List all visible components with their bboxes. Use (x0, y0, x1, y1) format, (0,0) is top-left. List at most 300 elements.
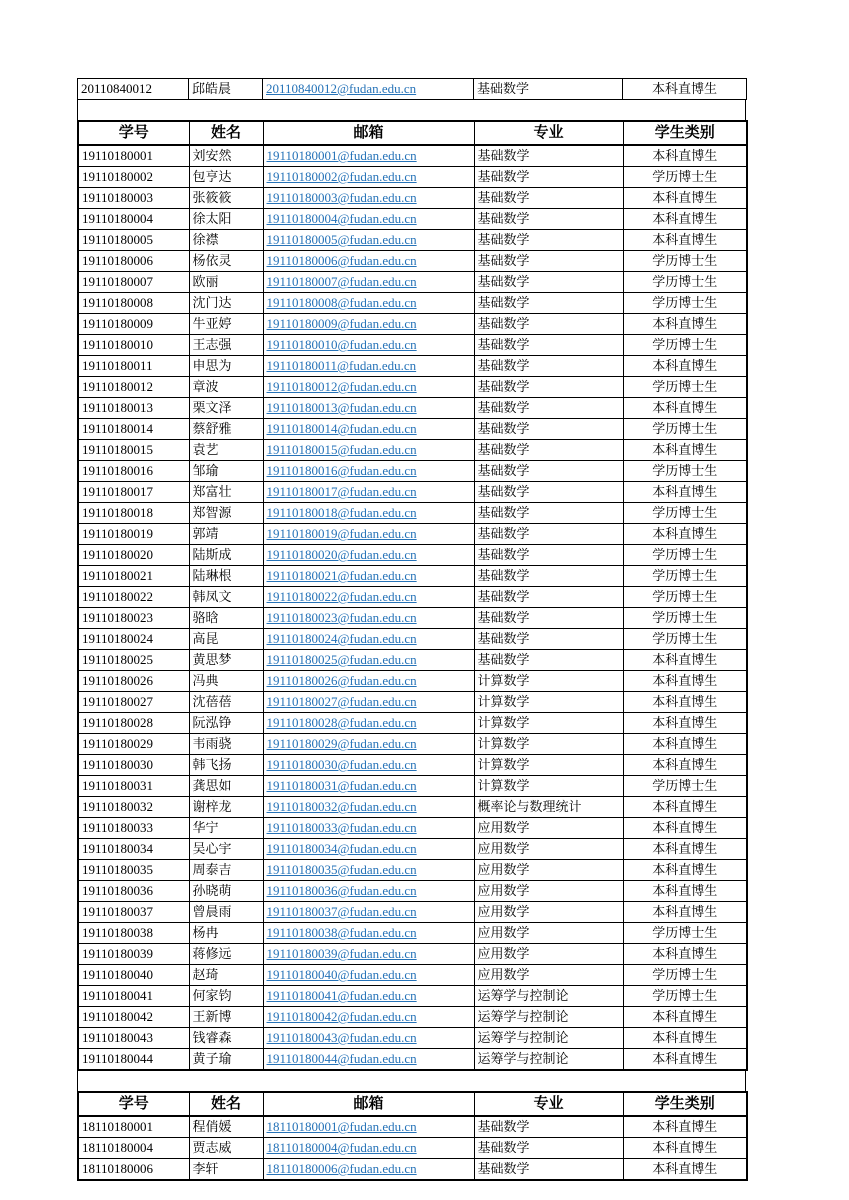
email-link[interactable]: 19110180012@fudan.edu.cn (266, 379, 417, 394)
category-cell: 学历博士生 (623, 629, 747, 650)
email-link[interactable]: 19110180027@fudan.edu.cn (266, 694, 417, 709)
table-row (78, 356, 747, 377)
major-cell: 应用数学 (474, 839, 623, 860)
major-cell: 基础数学 (474, 440, 623, 461)
table-row (78, 524, 747, 545)
email-cell (263, 251, 474, 272)
category-cell: 本科直博生 (623, 79, 747, 100)
category-cell: 学历博士生 (623, 566, 747, 587)
category-cell: 本科直博生 (623, 188, 747, 209)
email-cell (263, 776, 474, 797)
email-link[interactable]: 19110180009@fudan.edu.cn (266, 316, 417, 331)
student-id-cell: 19110180034 (78, 839, 189, 860)
student-id-cell: 18110180006 (78, 1159, 189, 1181)
student-id-cell: 19110180041 (78, 986, 189, 1007)
student-id-cell: 19110180023 (78, 608, 189, 629)
email-link[interactable]: 19110180031@fudan.edu.cn (266, 778, 417, 793)
student-name-cell: 杨依灵 (189, 251, 263, 272)
major-cell: 基础数学 (474, 1159, 623, 1181)
student-name-cell: 何家钧 (189, 986, 263, 1007)
student-id-cell: 19110180042 (78, 1007, 189, 1028)
major-cell: 基础数学 (474, 314, 623, 335)
major-cell: 基础数学 (474, 145, 623, 167)
email-cell (263, 1007, 474, 1028)
major-cell: 基础数学 (474, 188, 623, 209)
category-cell: 学历博士生 (623, 167, 747, 188)
email-link[interactable]: 19110180029@fudan.edu.cn (266, 736, 417, 751)
email-cell (263, 188, 474, 209)
email-link[interactable]: 18110180006@fudan.edu.cn (266, 1161, 417, 1176)
email-cell (263, 272, 474, 293)
student-name-cell: 申思为 (189, 356, 263, 377)
student-id-cell: 19110180027 (78, 692, 189, 713)
student-table-2019-body (78, 145, 747, 1070)
student-id-cell: 19110180025 (78, 650, 189, 671)
student-id-cell: 20110840012 (78, 79, 189, 100)
table-row (78, 209, 747, 230)
email-link[interactable]: 19110180042@fudan.edu.cn (266, 1009, 417, 1024)
student-name-cell: 包亨达 (189, 167, 263, 188)
email-link[interactable]: 19110180021@fudan.edu.cn (266, 568, 417, 583)
email-cell (263, 440, 474, 461)
table-row (78, 482, 747, 503)
major-cell: 应用数学 (474, 860, 623, 881)
blank-row-spacer-1 (77, 100, 746, 120)
student-name-cell: 孙晓萌 (189, 881, 263, 902)
email-link[interactable]: 19110180039@fudan.edu.cn (266, 946, 417, 961)
email-link[interactable]: 19110180026@fudan.edu.cn (266, 673, 417, 688)
student-id-cell: 19110180043 (78, 1028, 189, 1049)
header-row (78, 121, 747, 145)
email-link[interactable]: 19110180005@fudan.edu.cn (266, 232, 417, 247)
email-cell (263, 587, 474, 608)
email-cell (263, 944, 474, 965)
table-row (78, 944, 747, 965)
email-cell (263, 713, 474, 734)
student-id-cell: 18110180004 (78, 1138, 189, 1159)
email-cell (263, 1159, 474, 1181)
student-name-cell: 刘安然 (189, 145, 263, 167)
student-name-cell: 袁艺 (189, 440, 263, 461)
student-id-cell: 19110180001 (78, 145, 189, 167)
email-cell (263, 734, 474, 755)
category-cell: 学历博士生 (623, 986, 747, 1007)
email-cell (263, 230, 474, 251)
email-link[interactable]: 19110180017@fudan.edu.cn (266, 484, 417, 499)
email-link[interactable]: 19110180020@fudan.edu.cn (266, 547, 417, 562)
email-cell (263, 881, 474, 902)
email-link[interactable]: 18110180001@fudan.edu.cn (266, 1119, 417, 1134)
email-link[interactable]: 19110180035@fudan.edu.cn (266, 862, 417, 877)
category-cell: 本科直博生 (623, 839, 747, 860)
email-link[interactable]: 19110180022@fudan.edu.cn (266, 589, 417, 604)
table-row (78, 419, 747, 440)
major-cell: 应用数学 (474, 818, 623, 839)
major-cell: 基础数学 (474, 503, 623, 524)
student-id-cell: 19110180012 (78, 377, 189, 398)
email-cell (263, 419, 474, 440)
column-header-student-name: 姓名 (189, 1092, 263, 1116)
email-link[interactable]: 19110180007@fudan.edu.cn (266, 274, 417, 289)
category-cell: 学历博士生 (623, 419, 747, 440)
email-cell (263, 692, 474, 713)
table-row (78, 776, 747, 797)
email-link[interactable]: 19110180044@fudan.edu.cn (266, 1051, 417, 1066)
category-cell: 本科直博生 (623, 1028, 747, 1049)
category-cell: 学历博士生 (623, 923, 747, 944)
student-name-cell: 王新博 (189, 1007, 263, 1028)
email-cell (263, 629, 474, 650)
column-header-student-id: 学号 (78, 121, 189, 145)
email-cell (263, 482, 474, 503)
email-cell (263, 1028, 474, 1049)
email-cell (263, 398, 474, 419)
category-cell: 本科直博生 (623, 650, 747, 671)
student-id-cell: 19110180030 (78, 755, 189, 776)
student-name-cell: 谢梓龙 (189, 797, 263, 818)
email-link[interactable]: 19110180008@fudan.edu.cn (266, 295, 417, 310)
student-id-cell: 19110180033 (78, 818, 189, 839)
email-link[interactable]: 18110180004@fudan.edu.cn (266, 1140, 417, 1155)
table-row (78, 587, 747, 608)
student-id-cell: 19110180015 (78, 440, 189, 461)
category-cell: 学历博士生 (623, 377, 747, 398)
email-link[interactable]: 19110180014@fudan.edu.cn (266, 421, 417, 436)
major-cell: 基础数学 (474, 293, 623, 314)
category-cell: 本科直博生 (623, 524, 747, 545)
email-link[interactable]: 19110180015@fudan.edu.cn (266, 442, 417, 457)
student-name-cell: 吴心宇 (189, 839, 263, 860)
student-id-cell: 19110180007 (78, 272, 189, 293)
student-name-cell: 韩凤文 (189, 587, 263, 608)
category-cell: 本科直博生 (623, 1049, 747, 1071)
major-cell: 基础数学 (474, 377, 623, 398)
student-name-cell: 徐襟 (189, 230, 263, 251)
student-name-cell: 黄子瑜 (189, 1049, 263, 1071)
category-cell: 本科直博生 (623, 860, 747, 881)
table-row (78, 503, 747, 524)
table-row (78, 314, 747, 335)
table-row (78, 797, 747, 818)
category-cell: 学历博士生 (623, 461, 747, 482)
table-row (78, 251, 747, 272)
email-cell (263, 461, 474, 482)
table-row (78, 188, 747, 209)
table-row (78, 545, 747, 566)
email-cell (263, 860, 474, 881)
email-cell (263, 293, 474, 314)
table-row (78, 881, 747, 902)
email-cell (263, 545, 474, 566)
student-id-cell: 19110180020 (78, 545, 189, 566)
major-cell: 基础数学 (474, 566, 623, 587)
email-cell (263, 671, 474, 692)
major-cell: 运筹学与控制论 (474, 1049, 623, 1071)
major-cell: 基础数学 (474, 524, 623, 545)
major-cell: 基础数学 (474, 482, 623, 503)
student-id-cell: 19110180021 (78, 566, 189, 587)
category-cell: 本科直博生 (623, 1159, 747, 1181)
email-link[interactable]: 19110180018@fudan.edu.cn (266, 505, 417, 520)
student-id-cell: 19110180005 (78, 230, 189, 251)
student-name-cell: 蔡舒雅 (189, 419, 263, 440)
email-link[interactable]: 19110180040@fudan.edu.cn (266, 967, 417, 982)
email-cell (263, 167, 474, 188)
table-row (78, 860, 747, 881)
major-cell: 基础数学 (474, 1116, 623, 1138)
table-row (78, 923, 747, 944)
category-cell: 本科直博生 (623, 692, 747, 713)
column-header-student-name: 姓名 (189, 121, 263, 145)
table-row (78, 230, 747, 251)
column-header-category: 学生类别 (623, 1092, 747, 1116)
major-cell: 基础数学 (474, 629, 623, 650)
email-link[interactable]: 19110180034@fudan.edu.cn (266, 841, 417, 856)
student-name-cell: 沈蓓蓓 (189, 692, 263, 713)
student-name-cell: 栗文泽 (189, 398, 263, 419)
continuation-table (77, 78, 747, 100)
student-name-cell: 蒋修远 (189, 944, 263, 965)
email-link[interactable]: 19110180023@fudan.edu.cn (266, 610, 417, 625)
email-cell (263, 608, 474, 629)
table-row (78, 79, 747, 100)
major-cell: 应用数学 (474, 965, 623, 986)
major-cell: 基础数学 (474, 398, 623, 419)
major-cell: 基础数学 (474, 650, 623, 671)
email-link[interactable]: 19110180030@fudan.edu.cn (266, 757, 417, 772)
major-cell: 计算数学 (474, 776, 623, 797)
category-cell: 本科直博生 (623, 356, 747, 377)
email-cell (263, 503, 474, 524)
student-id-cell: 19110180003 (78, 188, 189, 209)
student-name-cell: 陆琳根 (189, 566, 263, 587)
email-link[interactable]: 19110180025@fudan.edu.cn (266, 652, 417, 667)
major-cell: 计算数学 (474, 755, 623, 776)
major-cell: 基础数学 (474, 167, 623, 188)
major-cell: 基础数学 (474, 419, 623, 440)
student-id-cell: 19110180013 (78, 398, 189, 419)
column-header-email: 邮箱 (263, 121, 474, 145)
student-name-cell: 郑智源 (189, 503, 263, 524)
student-id-cell: 19110180029 (78, 734, 189, 755)
table-row (78, 398, 747, 419)
header-row (78, 1092, 747, 1116)
email-link[interactable]: 19110180013@fudan.edu.cn (266, 400, 417, 415)
student-name-cell: 曾晨雨 (189, 902, 263, 923)
student-id-cell: 19110180036 (78, 881, 189, 902)
table-row (78, 335, 747, 356)
student-id-cell: 19110180024 (78, 629, 189, 650)
category-cell: 本科直博生 (623, 440, 747, 461)
category-cell: 学历博士生 (623, 503, 747, 524)
student-name-cell: 王志强 (189, 335, 263, 356)
email-link[interactable]: 19110180038@fudan.edu.cn (266, 925, 417, 940)
category-cell: 本科直博生 (623, 314, 747, 335)
table-row (78, 818, 747, 839)
table-row (78, 461, 747, 482)
email-cell (263, 566, 474, 587)
email-link[interactable]: 19110180037@fudan.edu.cn (266, 904, 417, 919)
category-cell: 本科直博生 (623, 1007, 747, 1028)
category-cell: 本科直博生 (623, 734, 747, 755)
category-cell: 学历博士生 (623, 776, 747, 797)
email-cell (263, 755, 474, 776)
major-cell: 应用数学 (474, 902, 623, 923)
email-cell (263, 356, 474, 377)
major-cell: 基础数学 (474, 230, 623, 251)
student-id-cell: 19110180022 (78, 587, 189, 608)
major-cell: 基础数学 (474, 335, 623, 356)
major-cell: 运筹学与控制论 (474, 1007, 623, 1028)
table-row (78, 986, 747, 1007)
category-cell: 本科直博生 (623, 1138, 747, 1159)
student-id-cell: 18110180001 (78, 1116, 189, 1138)
email-link[interactable]: 20110840012@fudan.edu.cn (266, 81, 417, 96)
category-cell: 本科直博生 (623, 482, 747, 503)
category-cell: 学历博士生 (623, 272, 747, 293)
major-cell: 应用数学 (474, 944, 623, 965)
student-id-cell: 19110180016 (78, 461, 189, 482)
student-name-cell: 欧丽 (189, 272, 263, 293)
student-id-cell: 19110180010 (78, 335, 189, 356)
student-id-cell: 19110180008 (78, 293, 189, 314)
student-id-cell: 19110180039 (78, 944, 189, 965)
category-cell: 学历博士生 (623, 335, 747, 356)
table-row (78, 1138, 747, 1159)
student-id-cell: 19110180026 (78, 671, 189, 692)
email-link[interactable]: 19110180001@fudan.edu.cn (266, 148, 417, 163)
category-cell: 学历博士生 (623, 965, 747, 986)
student-id-cell: 19110180009 (78, 314, 189, 335)
category-cell: 本科直博生 (623, 398, 747, 419)
student-name-cell: 章波 (189, 377, 263, 398)
category-cell: 本科直博生 (623, 902, 747, 923)
email-link[interactable]: 19110180011@fudan.edu.cn (266, 358, 417, 373)
email-link[interactable]: 19110180041@fudan.edu.cn (266, 988, 417, 1003)
major-cell: 基础数学 (474, 209, 623, 230)
email-cell (263, 524, 474, 545)
major-cell: 基础数学 (474, 608, 623, 629)
email-link[interactable]: 19110180033@fudan.edu.cn (266, 820, 417, 835)
student-name-cell: 周泰吉 (189, 860, 263, 881)
student-name-cell: 程俏媛 (189, 1116, 263, 1138)
major-cell: 应用数学 (474, 881, 623, 902)
category-cell: 本科直博生 (623, 671, 747, 692)
table-row (78, 713, 747, 734)
email-link[interactable]: 19110180016@fudan.edu.cn (266, 463, 417, 478)
student-name-cell: 沈门达 (189, 293, 263, 314)
major-cell: 基础数学 (474, 545, 623, 566)
table-row (78, 377, 747, 398)
student-name-cell: 韦雨骁 (189, 734, 263, 755)
student-name-cell: 黄思梦 (189, 650, 263, 671)
student-name-cell: 邹瑜 (189, 461, 263, 482)
email-cell (263, 1116, 474, 1138)
category-cell: 学历博士生 (623, 251, 747, 272)
column-header-student-id: 学号 (78, 1092, 189, 1116)
major-cell: 基础数学 (474, 356, 623, 377)
student-name-cell: 陆斯成 (189, 545, 263, 566)
table-row (78, 566, 747, 587)
student-table-2019 (77, 120, 748, 1071)
category-cell: 本科直博生 (623, 755, 747, 776)
student-id-cell: 19110180019 (78, 524, 189, 545)
email-link[interactable]: 19110180028@fudan.edu.cn (266, 715, 417, 730)
email-link[interactable]: 19110180004@fudan.edu.cn (266, 211, 417, 226)
table-row (78, 272, 747, 293)
student-id-cell: 19110180002 (78, 167, 189, 188)
email-cell (263, 818, 474, 839)
major-cell: 基础数学 (474, 251, 623, 272)
category-cell: 本科直博生 (623, 209, 747, 230)
category-cell: 本科直博生 (623, 944, 747, 965)
blank-row-spacer-2 (77, 1071, 746, 1091)
email-link[interactable]: 19110180019@fudan.edu.cn (266, 526, 417, 541)
table-row (78, 1049, 747, 1071)
continuation-table-body (78, 79, 747, 100)
student-id-cell: 19110180014 (78, 419, 189, 440)
email-cell (263, 650, 474, 671)
email-link[interactable]: 19110180043@fudan.edu.cn (266, 1030, 417, 1045)
table-row (78, 1116, 747, 1138)
major-cell: 基础数学 (474, 461, 623, 482)
table-row (78, 608, 747, 629)
email-link[interactable]: 19110180010@fudan.edu.cn (266, 337, 417, 352)
major-cell: 应用数学 (474, 923, 623, 944)
student-id-cell: 19110180037 (78, 902, 189, 923)
email-link[interactable]: 19110180006@fudan.edu.cn (266, 253, 417, 268)
student-id-cell: 19110180028 (78, 713, 189, 734)
major-cell: 基础数学 (474, 587, 623, 608)
student-name-cell: 邱皓晨 (189, 79, 263, 100)
email-cell (263, 839, 474, 860)
student-name-cell: 牛亚婷 (189, 314, 263, 335)
table-row (78, 1159, 747, 1181)
student-name-cell: 龚思如 (189, 776, 263, 797)
major-cell: 计算数学 (474, 692, 623, 713)
table-row (78, 629, 747, 650)
email-cell (263, 1049, 474, 1071)
table-row (78, 692, 747, 713)
table-row (78, 1007, 747, 1028)
major-cell: 计算数学 (474, 671, 623, 692)
email-link[interactable]: 19110180003@fudan.edu.cn (266, 190, 417, 205)
table-row (78, 293, 747, 314)
table-row (78, 167, 747, 188)
student-name-cell: 韩飞扬 (189, 755, 263, 776)
email-link[interactable]: 19110180036@fudan.edu.cn (266, 883, 417, 898)
email-link[interactable]: 19110180024@fudan.edu.cn (266, 631, 417, 646)
email-cell (263, 145, 474, 167)
category-cell: 学历博士生 (623, 293, 747, 314)
category-cell: 本科直博生 (623, 797, 747, 818)
student-id-cell: 19110180038 (78, 923, 189, 944)
student-name-cell: 高昆 (189, 629, 263, 650)
table-row (78, 734, 747, 755)
email-cell (263, 923, 474, 944)
student-name-cell: 赵琦 (189, 965, 263, 986)
email-link[interactable]: 19110180032@fudan.edu.cn (266, 799, 417, 814)
email-link[interactable]: 19110180002@fudan.edu.cn (266, 169, 417, 184)
column-header-major: 专业 (474, 1092, 623, 1116)
table-row (78, 650, 747, 671)
email-cell (263, 902, 474, 923)
category-cell: 本科直博生 (623, 145, 747, 167)
student-id-cell: 19110180004 (78, 209, 189, 230)
category-cell: 本科直博生 (623, 230, 747, 251)
student-name-cell: 贾志威 (189, 1138, 263, 1159)
major-cell: 基础数学 (474, 79, 623, 100)
